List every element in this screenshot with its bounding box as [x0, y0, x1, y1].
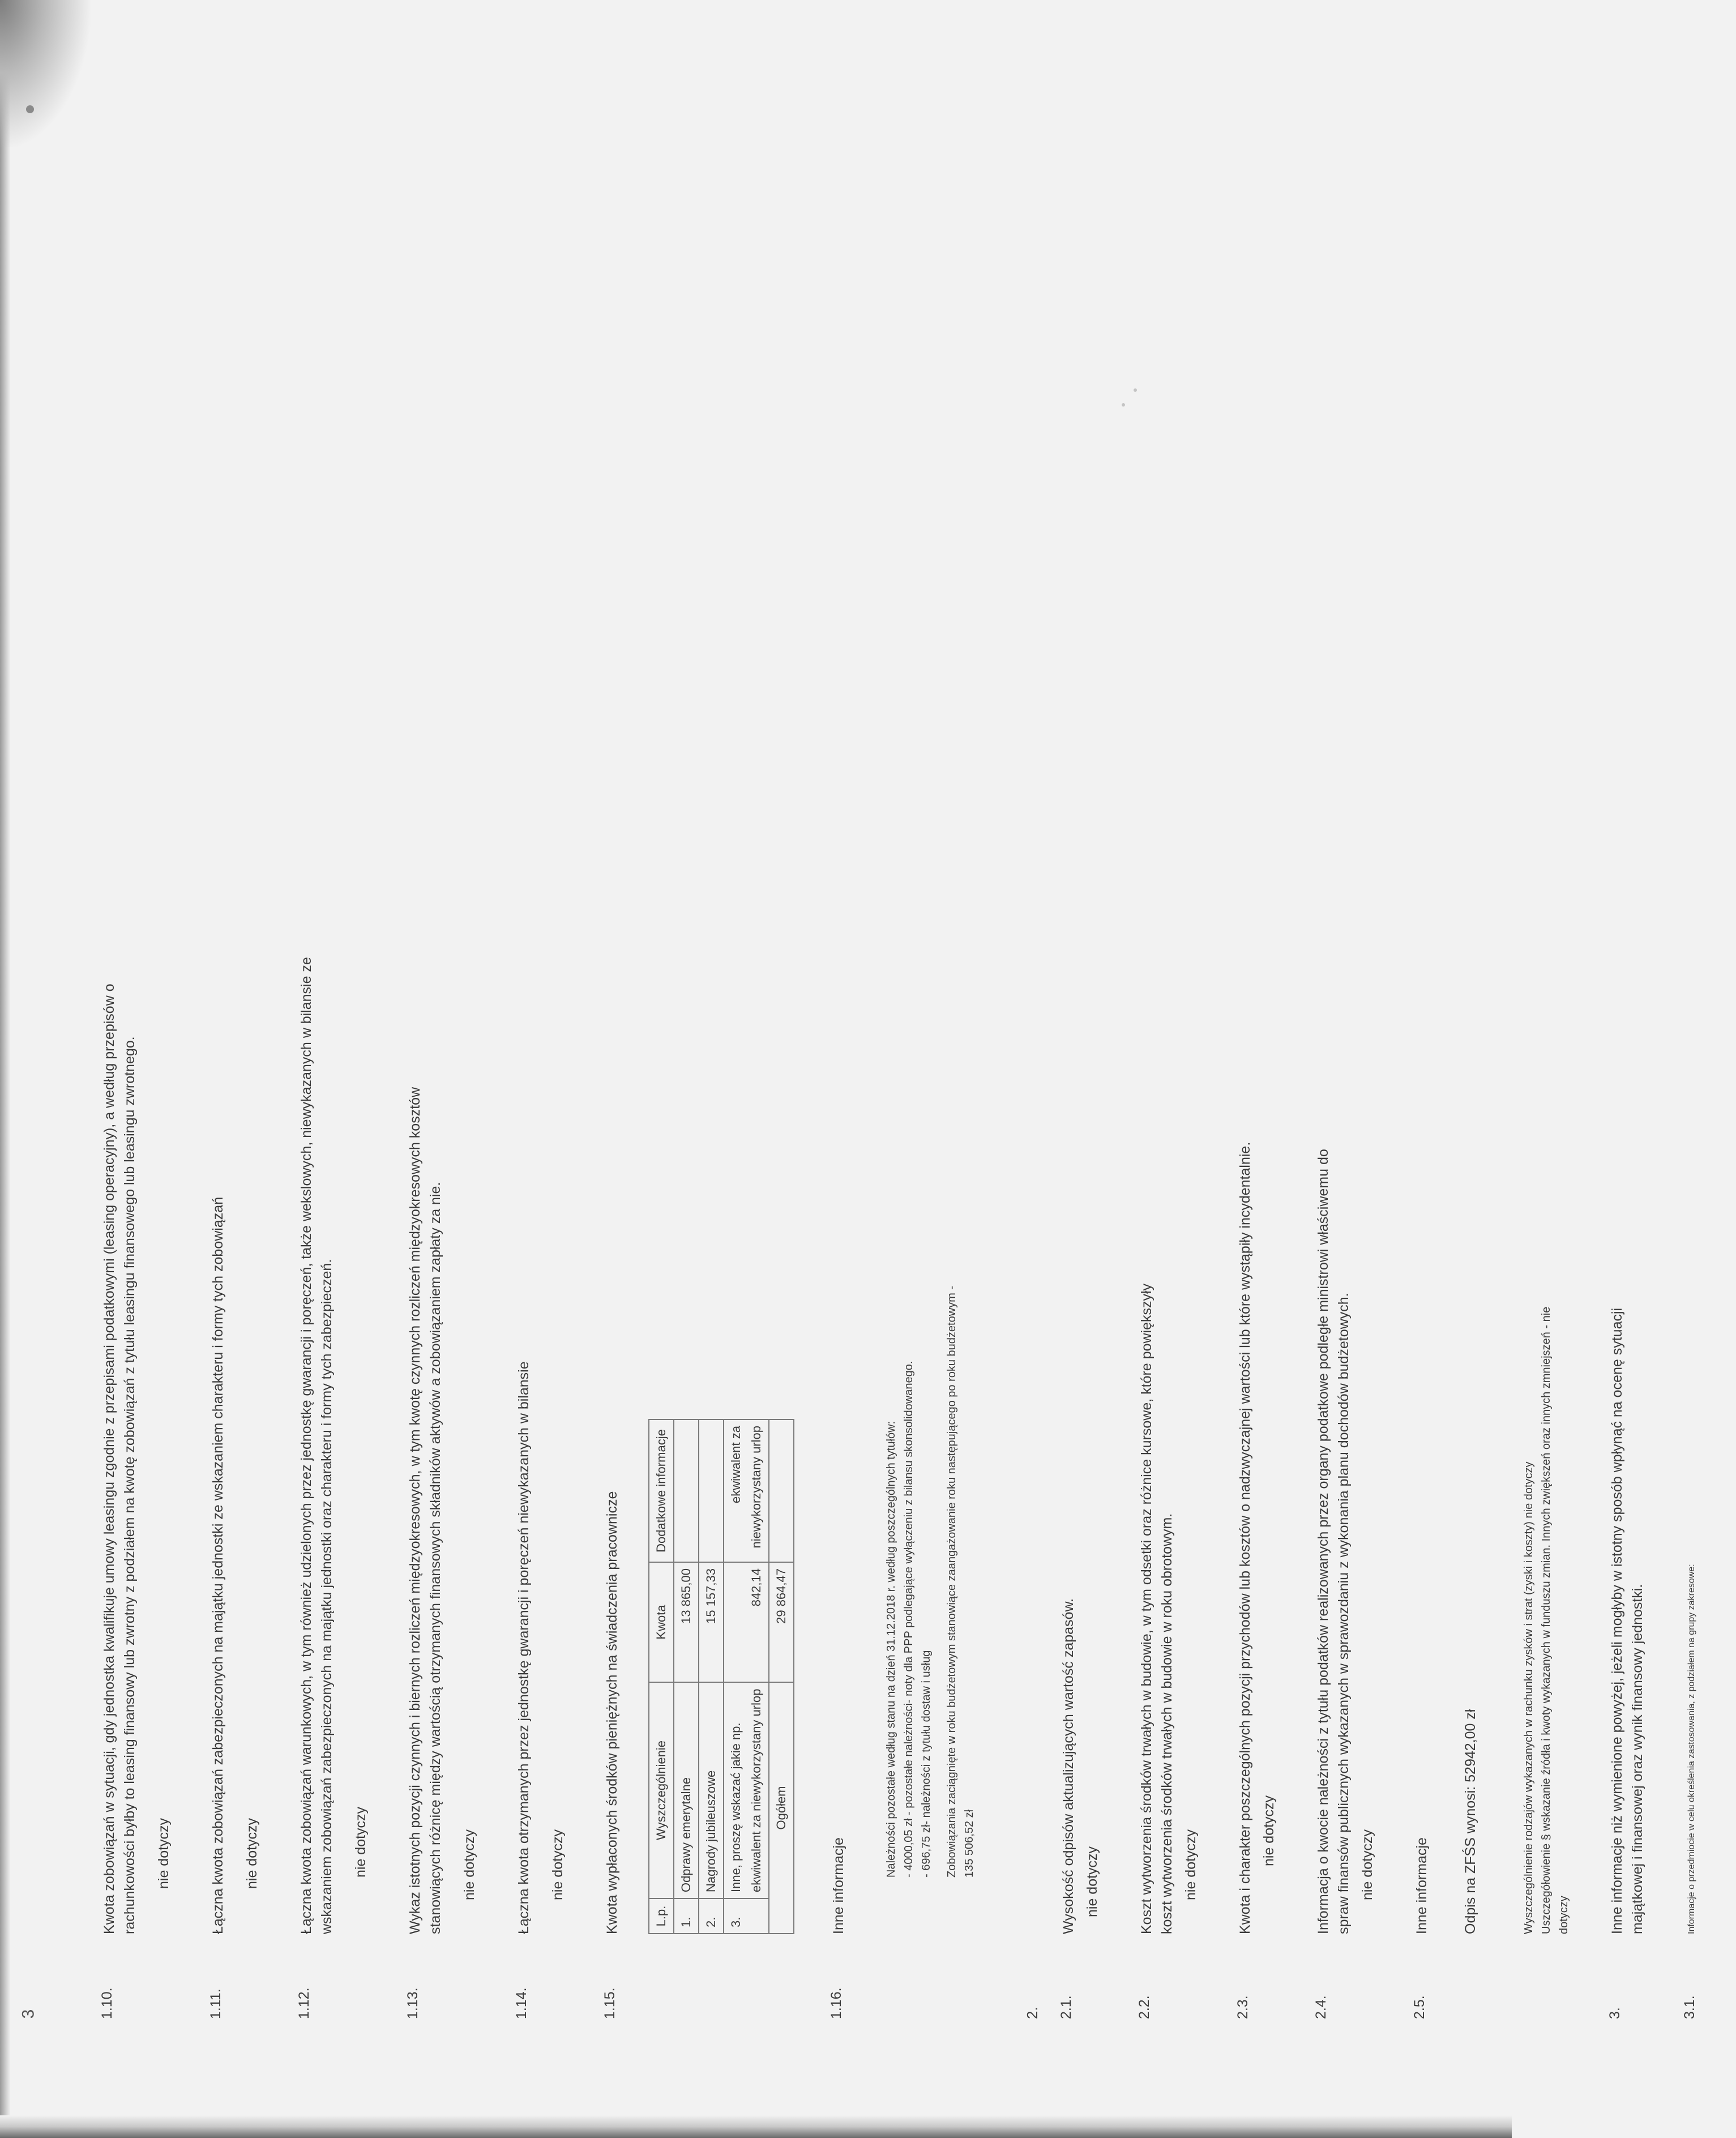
not-applicable-note: nie dotyczy: [550, 1829, 566, 1900]
small-note: Wyszczególnienie rodzajów wykazanych w rachunku zysków i strat (zyski i koszty) nie dotyczy: [1523, 1461, 1535, 1934]
rotated-page: [0, 100, 1697, 2138]
not-applicable-note: nie dotyczy: [1183, 1829, 1199, 1900]
not-applicable-note: nie dotyczy: [1359, 1829, 1375, 1900]
section-2-1: [1058, 151, 1102, 2019]
row-amount: 842,14: [724, 1562, 769, 1682]
section-1-13: [405, 151, 480, 2019]
receivables-text: - 4000,05 zł - pozostałe należności- noty dla PPP podlegające wyłączeniu z bilansu skonsolidowanego.: [903, 1361, 915, 1878]
section-text: koszt wytworzenia środków trwałych w budowie w roku obrotowym.: [1159, 1513, 1175, 1934]
section-number: 1.16.: [828, 1987, 844, 2019]
total-amount: 29 864,47: [769, 1562, 794, 1682]
row-name: Inne, proszę wskazać jakie np. ekwiwalent za niewykorzystany urlop: [724, 1682, 769, 1898]
total-info: [769, 1419, 794, 1562]
receivables-text: Należności pozostałe według stanu na dzień 31.12.2018 r. według poszczególnych tytułów:: [885, 1421, 897, 1878]
section-title: Inne informacje: [1414, 1837, 1430, 1934]
section-text: Wykaz istotnych pozycji czynnych i biernych rozliczeń międzyokresowych, w tym kwotę czynnych rozliczeń międzyokresowych kosztów: [407, 1087, 423, 1934]
column-header: L.p.: [649, 1898, 674, 1934]
part-2-heading: 2.: [1024, 2007, 1041, 2019]
section-2-3: [1235, 151, 1279, 2019]
section-text: Wysokość odpisów aktualizujących wartość zapasów.: [1061, 1598, 1076, 1934]
row-info: [674, 1419, 699, 1562]
table-total-row: [769, 1419, 794, 1934]
section-text: Inne informacje niż wymienione powyżej, jeżeli mogłyby w istotny sposób wpłynąć na ocenę sytuacji: [1609, 1307, 1625, 1934]
benefits-table: [648, 1419, 794, 1934]
section-text: Łączna kwota zobowiązań warunkowych, w tym również udzielonych przez jednostkę gwarancji i poręczeń, także wekslowych, niewykazanych w bilansie ze: [298, 957, 314, 1934]
zfss-text: Odpis na ZFŚS wynosi: 52942,00 zł: [1463, 1709, 1478, 1934]
section-number: 1.14.: [514, 1987, 529, 2019]
section-1-15: [602, 151, 794, 2019]
section-1-16: [828, 151, 978, 2019]
table-row: [724, 1419, 769, 1934]
section-number: 1.11.: [208, 1989, 224, 2019]
column-header: Dodatkowe informacje: [649, 1419, 674, 1562]
section-1-12: [296, 151, 371, 2019]
section-text: wskazaniem zobowiązań zabezpieczonych na majątku jednostki oraz charakteru i formy tych zabezpieczeń.: [319, 1259, 335, 1934]
section-1-11: [208, 151, 262, 2019]
section-1-14: [514, 151, 568, 2019]
section-number: 1.12.: [296, 1987, 312, 2019]
section-1-10: [99, 151, 174, 2019]
section-2-4: [1313, 151, 1378, 2019]
section-2-2: [1136, 151, 1201, 2019]
row-info: ekwiwalent za niewykorzystany urlop: [724, 1419, 769, 1562]
section-number: 2.3.: [1235, 1995, 1251, 2019]
section-text: Informacje o przedmiocie w celu określenia zastosowania, z podziałem na grupy zakresowe:: [1687, 1564, 1696, 1934]
section-number: 1.10.: [99, 1987, 115, 2019]
section-text: Łączna kwota zobowiązań zabezpieczonych na majątku jednostki ze wskazaniem charakteru i formy tych zobowiązań: [210, 1196, 226, 1934]
section-3-1: [1682, 151, 1702, 2019]
not-applicable-note: nie dotyczy: [461, 1829, 477, 1900]
not-applicable-note: nie dotyczy: [1084, 1846, 1100, 1917]
section-text: Kwota wypłaconych środków pieniężnych na świadczenia pracownicze: [604, 1491, 620, 1934]
receivables-text: - 696,75 zł- należności z tytułu dostaw i usług: [920, 1650, 933, 1878]
section-text: majątkowej i finansowej oraz wynik finansowy jednostki.: [1630, 1584, 1645, 1934]
section-number: 2.5.: [1412, 1995, 1427, 2019]
table-header-row: [649, 1419, 674, 1934]
section-number: 1.13.: [405, 1987, 421, 2019]
section-number: 2.2.: [1136, 1995, 1152, 2019]
row-number: 2.: [699, 1898, 724, 1934]
table-row: [699, 1419, 724, 1934]
section-text: Koszt wytworzenia środków trwałych w budowie, w tym odsetki oraz różnice kursowe, które powiększyły: [1139, 1283, 1155, 1934]
section-number: 2.4.: [1313, 1995, 1329, 2019]
section-title: Inne informacje: [831, 1837, 846, 1934]
row-amount: 13 865,00: [674, 1562, 699, 1682]
section-text: spraw finansów publicznych wykazanych w sprawozdaniu z wykonania planu dochodów budżetowych.: [1336, 1293, 1352, 1934]
row-info: [699, 1419, 724, 1562]
row-name: Odprawy emerytalne: [674, 1682, 699, 1898]
document-body: [99, 151, 1736, 2019]
column-header: Kwota: [649, 1562, 674, 1682]
liabilities-text: Zobowiązania zaciągnięte w roku budżetowym stanowiące zaangażowanie roku następującego po roku budżetowym -: [946, 1285, 958, 1878]
section-number: 2.1.: [1058, 1995, 1074, 2019]
table-row: [674, 1419, 699, 1934]
section-text: rachunkowości byłby to leasing finansowy lub zwrotny z podziałem na kwotę zobowiązań z tytułu leasingu finansowego lub leasingu zwrotnego.: [122, 1036, 138, 1934]
row-number: 3.: [724, 1898, 769, 1934]
section-text: stanowiących różnicę między wartością otrzymanych finansowych składników aktywów a zobowiązaniem zapłaty za nie.: [427, 1182, 443, 1934]
not-applicable-note: nie dotyczy: [244, 1818, 260, 1889]
not-applicable-note: nie dotyczy: [156, 1818, 172, 1889]
small-note: Uszczegółowienie § wskazanie źródła i kwoty wykazanych w funduszu zmian. Innych zwiększeń oraz innych zmniejszeń - nie: [1540, 1306, 1553, 1934]
section-number: 3.: [1607, 2007, 1623, 2019]
not-applicable-note: nie dotyczy: [1261, 1795, 1277, 1866]
page-number: 3: [19, 2009, 38, 2019]
small-note: dotyczy: [1558, 1896, 1570, 1934]
section-2-5: [1412, 151, 1573, 2019]
section-text: Informacja o kwocie należności z tytułu podatków realizowanych przez organy podatkowe podległe ministrowi właściwemu do: [1315, 1149, 1331, 1934]
row-name: Nagrody jubileuszowe: [699, 1682, 724, 1898]
section-3: [1607, 151, 1648, 2019]
section-number: 3.1.: [1682, 1995, 1697, 2019]
not-applicable-note: nie dotyczy: [353, 1806, 369, 1878]
liabilities-text: 135 506,52 zł: [963, 1809, 976, 1878]
total-label: Ogółem: [769, 1682, 794, 1934]
row-number: 1.: [674, 1898, 699, 1934]
row-amount: 15 157,33: [699, 1562, 724, 1682]
section-text: Kwota zobowiązań w sytuacji, gdy jednostka kwalifikuje umowy leasingu zgodnie z przepisami podatkowymi (leasing operacyjny), a według przepisów o: [101, 984, 117, 1934]
section-text: Kwota i charakter poszczególnych pozycji przychodów lub kosztów o nadzwyczajnej wartości lub które wystąpiły incydentalnie.: [1237, 1141, 1253, 1934]
column-header: Wyszczególnienie: [649, 1682, 674, 1898]
section-number: 1.15.: [602, 1987, 618, 2019]
section-text: Łączna kwota otrzymanych przez jednostkę gwarancji i poręczeń niewykazanych w bilansie: [516, 1361, 532, 1934]
